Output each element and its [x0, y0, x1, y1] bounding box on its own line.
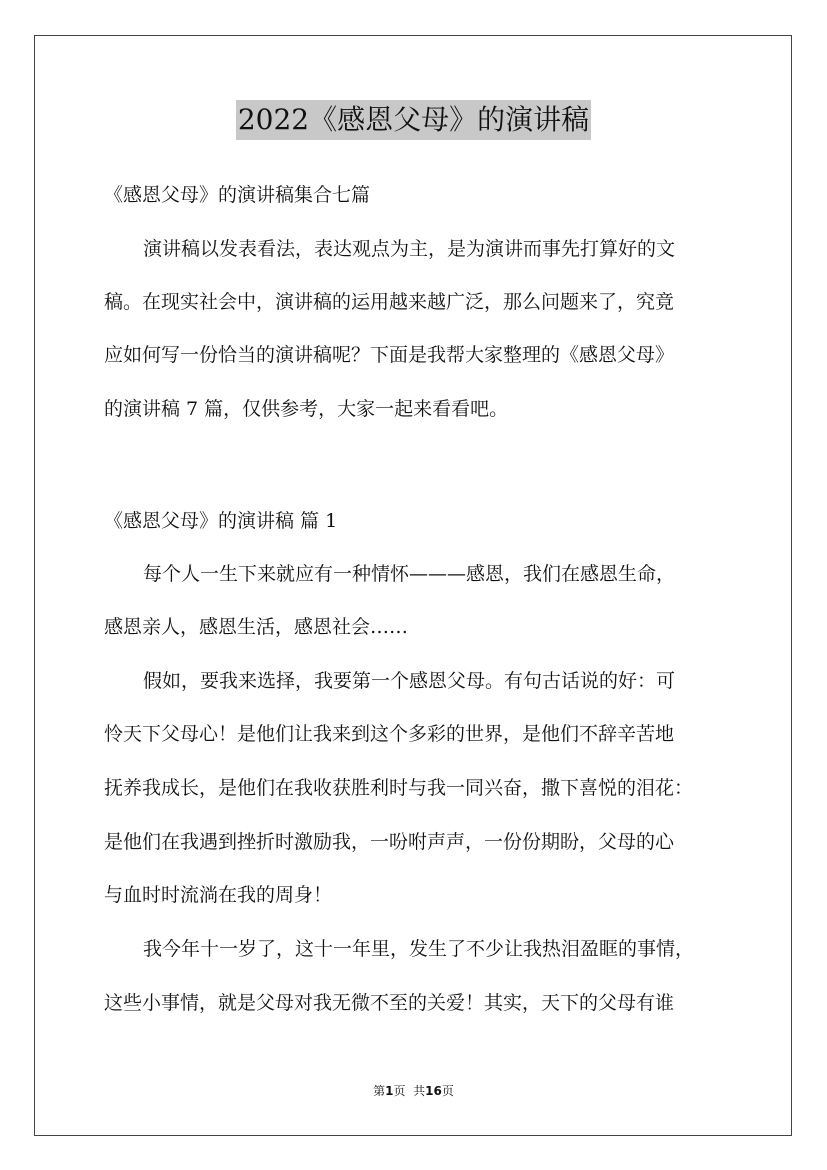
paragraph-line: 我今年十一岁了，这十一年里，发生了不少让我热泪盈眶的事情， — [143, 938, 695, 960]
footer-total-prefix: 共 — [413, 1084, 426, 1098]
intro-line: 应如何写一份恰当的演讲稿呢？下面是我帮大家整理的《感恩父母》 — [104, 344, 675, 366]
paragraph-line: 是他们在我遇到挫折时激励我，一吩咐声声，一份份期盼，父母的心 — [104, 831, 675, 853]
footer-page-prefix: 第 — [373, 1084, 386, 1098]
paragraph-line: 假如，要我来选择，我要第一个感恩父母。有句古话说的好：可 — [143, 670, 676, 692]
footer-total-pages: 16 — [425, 1084, 442, 1098]
paragraph-line: 感恩亲人，感恩生活，感恩社会…… — [104, 616, 409, 638]
document-title: 2022《感恩父母》的演讲稿 — [236, 100, 591, 140]
footer-page-suffix: 页 — [393, 1084, 406, 1098]
intro-line: 稿。在现实社会中，演讲稿的运用越来越广泛，那么问题来了，究竟 — [104, 291, 675, 313]
paragraph-line: 与血时时流淌在我的周身！ — [104, 884, 333, 906]
paragraph-line: 怜天下父母心！是他们让我来到这个多彩的世界，是他们不辞辛苦地 — [104, 723, 675, 745]
paragraph-line: 抚养我成长，是他们在我收获胜利时与我一同兴奋，撒下喜悦的泪花： — [104, 777, 694, 799]
intro-line: 的演讲稿 7 篇，仅供参考，大家一起来看看吧。 — [104, 398, 509, 420]
footer-total-suffix: 页 — [441, 1084, 454, 1098]
title-container — [0, 100, 827, 140]
footer-page-number: 1 — [385, 1084, 394, 1098]
document-subtitle: 《感恩父母》的演讲稿集合七篇 — [104, 184, 371, 206]
page-footer — [0, 1083, 827, 1099]
paragraph-line: 这些小事情，就是父母对我无微不至的关爱！其实，天下的父母有谁 — [104, 992, 675, 1014]
intro-line: 演讲稿以发表看法，表达观点为主，是为演讲而事先打算好的文 — [143, 238, 676, 260]
paragraph-line: 每个人一生下来就应有一种情怀———感恩，我们在感恩生命， — [143, 563, 676, 585]
section-heading: 《感恩父母》的演讲稿 篇 1 — [104, 510, 338, 532]
